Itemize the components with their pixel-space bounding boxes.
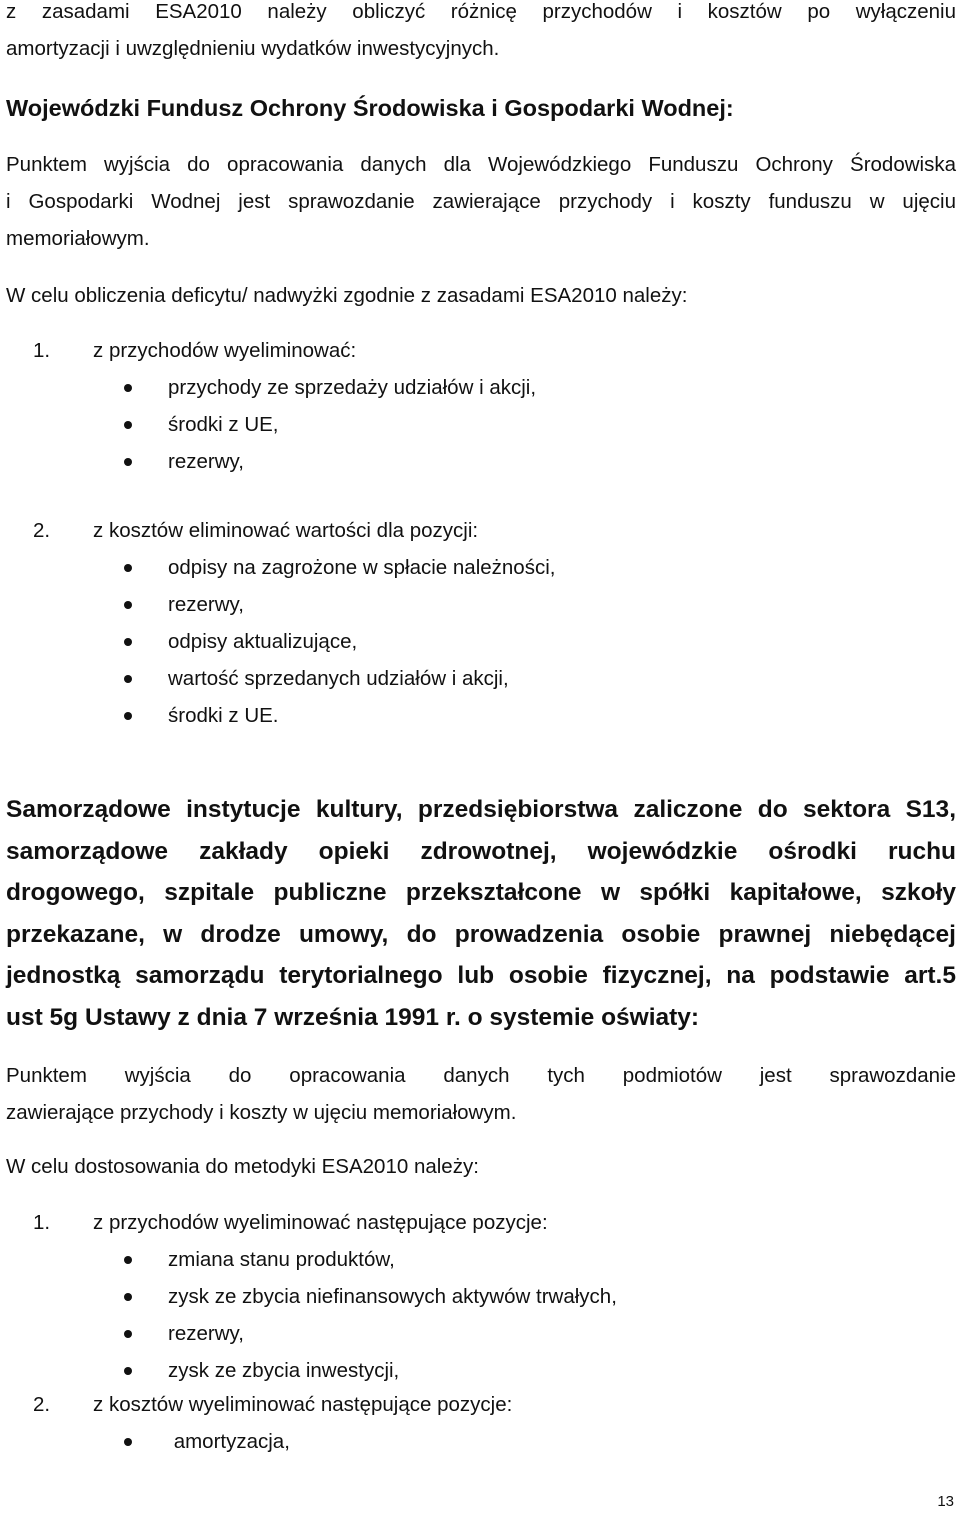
sik-heading-line-4: przekazane, w drodze umowy, do prowadzenia osobie prawnej niebędącej <box>6 920 956 948</box>
list-item: odpisy aktualizujące, <box>120 627 555 664</box>
bullet-icon <box>124 1256 132 1264</box>
list-number: 2. <box>33 1393 51 1416</box>
sik-heading-line-6: ust 5g Ustawy z dnia 7 września 1991 r. o systemie oświaty: <box>6 1003 700 1031</box>
list-item: amortyzacja, <box>120 1427 290 1464</box>
wfos-heading: Wojewódzki Fundusz Ochrony Środowiska i Gospodarki Wodnej: <box>6 95 734 121</box>
list-heading: z przychodów wyeliminować: <box>93 339 357 362</box>
list-heading: z kosztów eliminować wartości dla pozycji: <box>93 519 479 542</box>
bullet-icon <box>124 1367 132 1375</box>
bullet-icon <box>124 421 132 429</box>
list-item: wartość sprzedanych udziałów i akcji, <box>120 664 555 701</box>
list-item: rezerwy, <box>120 590 555 627</box>
list-item: rezerwy, <box>120 1319 617 1356</box>
sik-para-line-1: Punktem wyjścia do opracowania danych tych podmiotów jest sprawozdanie <box>6 1064 956 1087</box>
bullet-icon <box>124 1293 132 1301</box>
list-item: rezerwy, <box>120 447 536 484</box>
bullet-list <box>120 373 536 484</box>
wfos-para-line-2: i Gospodarki Wodnej jest sprawozdanie zawierające przychody i koszty funduszu w ujęciu <box>6 190 956 213</box>
list-item: przychody ze sprzedaży udziałów i akcji, <box>120 373 536 410</box>
bullet-icon <box>124 1330 132 1338</box>
list-heading: z przychodów wyeliminować następujące pozycje: <box>93 1211 548 1234</box>
bullet-icon <box>124 458 132 466</box>
wfos-para-line-1: Punktem wyjścia do opracowania danych dla Wojewódzkiego Funduszu Ochrony Środowiska <box>6 153 956 176</box>
sik-para-line-2: zawierające przychody i koszty w ujęciu memoriałowym. <box>6 1101 517 1124</box>
sik-heading-line-2: samorządowe zakłady opieki zdrowotnej, wojewódzkie ośrodki ruchu <box>6 837 956 865</box>
sik-paragraph <box>6 1057 956 1131</box>
list-heading: z kosztów wyeliminować następujące pozycje: <box>93 1393 513 1416</box>
list-number: 1. <box>33 1211 51 1234</box>
wfos-para-line-3: memoriałowym. <box>6 227 150 250</box>
bullet-icon <box>124 1438 132 1446</box>
sik-heading-line-1: Samorządowe instytucje kultury, przedsiębiorstwa zaliczone do sektora S13, <box>6 796 956 823</box>
bullet-icon <box>124 564 132 572</box>
bullet-icon <box>124 601 132 609</box>
list-item: środki z UE. <box>120 701 555 738</box>
intro-paragraph <box>6 0 956 67</box>
list-item: zmiana stanu produktów, <box>120 1245 617 1282</box>
bullet-list <box>120 1427 290 1464</box>
wfos-paragraph <box>6 146 956 257</box>
bullet-icon <box>124 675 132 683</box>
bullet-icon <box>124 638 132 646</box>
wfos-instruction: W celu obliczenia deficytu/ nadwyżki zgodnie z zasadami ESA2010 należy: <box>6 284 688 307</box>
sik-heading-line-5: jednostką samorządu terytorialnego lub osobie fizycznej, na podstawie art.5 <box>6 962 956 989</box>
page-number: 13 <box>937 1493 954 1510</box>
list-item: zysk ze zbycia niefinansowych aktywów trwałych, <box>120 1282 617 1319</box>
list-item: odpisy na zagrożone w spłacie należności, <box>120 553 555 590</box>
intro-line-1: z zasadami ESA2010 należy obliczyć różnicę przychodów i kosztów po wyłączeniu <box>6 0 956 23</box>
list-item: zysk ze zbycia inwestycji, <box>120 1356 617 1393</box>
sik-heading-line-3: drogowego, szpitale publiczne przekształcone w spółki kapitałowe, szkoły <box>6 879 956 906</box>
bullet-list <box>120 1245 617 1393</box>
bullet-icon <box>124 384 132 392</box>
intro-line-2: amortyzacji i uwzględnieniu wydatków inwestycyjnych. <box>6 37 500 60</box>
list-item: środki z UE, <box>120 410 536 447</box>
bullet-icon <box>124 712 132 720</box>
bullet-list <box>120 553 555 738</box>
sik-heading <box>6 789 956 1038</box>
sik-instruction: W celu dostosowania do metodyki ESA2010 należy: <box>6 1155 479 1178</box>
list-number: 2. <box>33 519 51 542</box>
list-number: 1. <box>33 339 51 362</box>
